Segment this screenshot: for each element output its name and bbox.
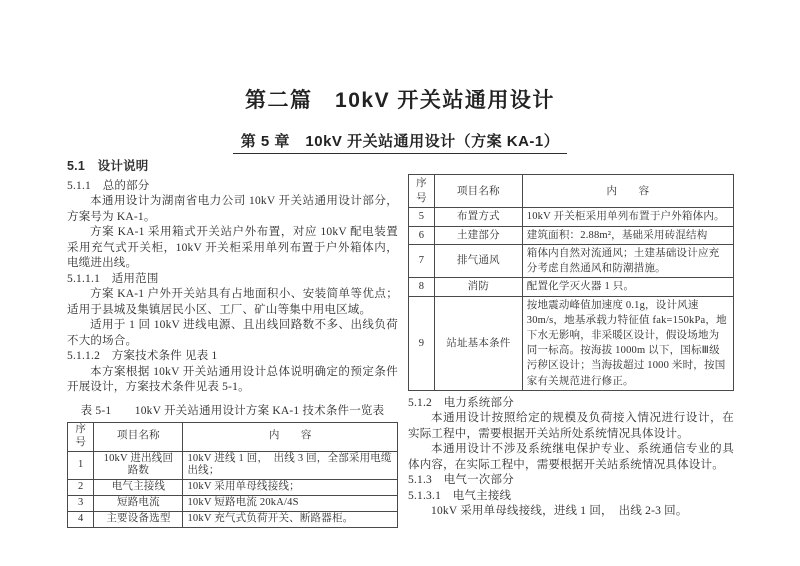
cell-item: 电气主接线 xyxy=(94,480,183,496)
cell-item: 10kV 进出线回路数 xyxy=(94,451,183,480)
table-row xyxy=(409,208,734,226)
cell-item: 主要设备选型 xyxy=(94,511,183,527)
cell-index: 3 xyxy=(68,495,94,511)
cell-content: 箱体内自然对流通风；土建基础设计应充分考虑自然通风和防潮措施。 xyxy=(522,244,733,277)
column-header-index: 序号 xyxy=(68,423,94,452)
cell-index: 8 xyxy=(409,278,435,296)
column-header-item: 项目名称 xyxy=(94,423,183,452)
chapter-title-container xyxy=(0,130,800,154)
table-caption: 表 5-1 10kV 开关站通用设计方案 KA-1 技术条件一览表 xyxy=(80,404,385,417)
paragraph-primary-wiring: 10kV 采用单母线接线，进线 1 回， 出线 2-3 回。 xyxy=(431,505,688,518)
tech-conditions-table-part2 xyxy=(408,174,734,391)
cell-index: 5 xyxy=(409,208,435,226)
cell-index: 7 xyxy=(409,244,435,277)
paragraph-system-1: 本通用设计按照给定的规模及负荷接入情况进行设计，在实际工程中，需要根据开关站所处系统情况具体设计。 xyxy=(408,412,734,440)
table-row xyxy=(68,480,398,496)
section-heading-5-1-1-1: 5.1.1.1 适用范围 xyxy=(67,272,159,285)
cell-index: 2 xyxy=(68,480,94,496)
table-header-row xyxy=(409,175,734,208)
table-row xyxy=(409,296,734,390)
paragraph-tech-conditions: 本方案根据 10kV 开关站通用设计总体说明确定的预定条件开展设计，方案技术条件见表 5-1。 xyxy=(67,365,398,393)
chapter-title: 第 5 章 10kV 开关站通用设计（方案 KA-1） xyxy=(233,130,568,154)
right-column xyxy=(408,174,734,520)
cell-index: 9 xyxy=(409,296,435,390)
cell-content: 10kV 进线 1 回， 出线 3 回，全部采用电缆出线； xyxy=(183,451,398,480)
cell-index: 4 xyxy=(68,511,94,527)
cell-item: 站址基本条件 xyxy=(435,296,523,390)
cell-content: 按地震动峰值加速度 0.1g，设计风速 30m/s，地基承载力特征值 fak=150kPa，地下水无影响，非采暖区设计，假设场地为同一标高。按海拔 1000m 以下，国标Ⅲ级污秽区设计；当海拔超过 1000 米时，按国家有关规范进行修正。 xyxy=(522,296,733,390)
section-heading-5-1-1: 5.1.1 总的部分 xyxy=(67,179,150,192)
cell-content: 10kV 充气式负荷开关、断路器柜。 xyxy=(183,511,398,527)
paragraph-system-2: 本通用设计不涉及系统继电保护专业、系统通信专业的具体内容，在实际工程中，需要根据开关站系统情况具体设计。 xyxy=(408,443,734,471)
cell-content: 10kV 短路电流 20kA/4S xyxy=(183,495,398,511)
left-column xyxy=(67,159,398,528)
section-heading-5-1-1-2: 5.1.1.2 方案技术条件 见表 1 xyxy=(67,350,218,362)
section-heading-5-1-2: 5.1.2 电力系统部分 xyxy=(408,396,514,409)
paragraph-general-2: 方案 KA-1 采用箱式开关站户外布置，对应 10kV 配电装置采用充气式开关柜，10kV 开关柜采用单列布置于户外箱体内，电缆进出线。 xyxy=(67,226,398,269)
cell-index: 1 xyxy=(68,451,94,480)
section-heading-5-1-3: 5.1.3 电气一次部分 xyxy=(408,474,514,487)
cell-item: 排气通风 xyxy=(435,244,523,277)
table-header-row xyxy=(68,423,398,452)
document-title: 第二篇 10kV 开关站通用设计 xyxy=(245,89,555,112)
section-heading-5-1: 5.1 设计说明 xyxy=(67,159,149,173)
cell-content: 10kV 开关柜采用单列布置于户外箱体内。 xyxy=(522,208,733,226)
table-row xyxy=(409,278,734,296)
column-header-content: 内 容 xyxy=(522,175,733,208)
cell-item: 短路电流 xyxy=(94,495,183,511)
paragraph-scope-1: 方案 KA-1 户外开关站具有占地面积小、安装简单等优点；适用于县城及集镇居民小区、工厂、矿山等集中用电区域。 xyxy=(67,288,398,316)
paragraph-scope-2: 适用于 1 回 10kV 进线电源、且出线回路数不多、出线负荷不大的场合。 xyxy=(67,319,398,347)
table-row xyxy=(409,226,734,244)
table-row xyxy=(409,244,734,277)
table-row xyxy=(68,511,398,527)
cell-item: 布置方式 xyxy=(435,208,523,226)
cell-item: 消防 xyxy=(435,278,523,296)
cell-content: 配置化学灭火器 1 只。 xyxy=(522,278,733,296)
column-header-index: 序号 xyxy=(409,175,435,208)
paragraph-general-1: 本通用设计为湖南省电力公司 10kV 开关站通用设计部分，方案号为 KA-1。 xyxy=(67,195,398,223)
cell-index: 6 xyxy=(409,226,435,244)
cell-content: 建筑面积：2.88m²，基础采用砖混结构 xyxy=(522,226,733,244)
cell-item: 土建部分 xyxy=(435,226,523,244)
table-row xyxy=(68,495,398,511)
column-header-content: 内 容 xyxy=(183,423,398,452)
column-header-item: 项目名称 xyxy=(435,175,523,208)
table-row xyxy=(68,451,398,480)
cell-content: 10kV 采用单母线接线； xyxy=(183,480,398,496)
section-heading-5-1-3-1: 5.1.3.1 电气主接线 xyxy=(408,489,512,502)
tech-conditions-table-part1 xyxy=(67,422,398,528)
